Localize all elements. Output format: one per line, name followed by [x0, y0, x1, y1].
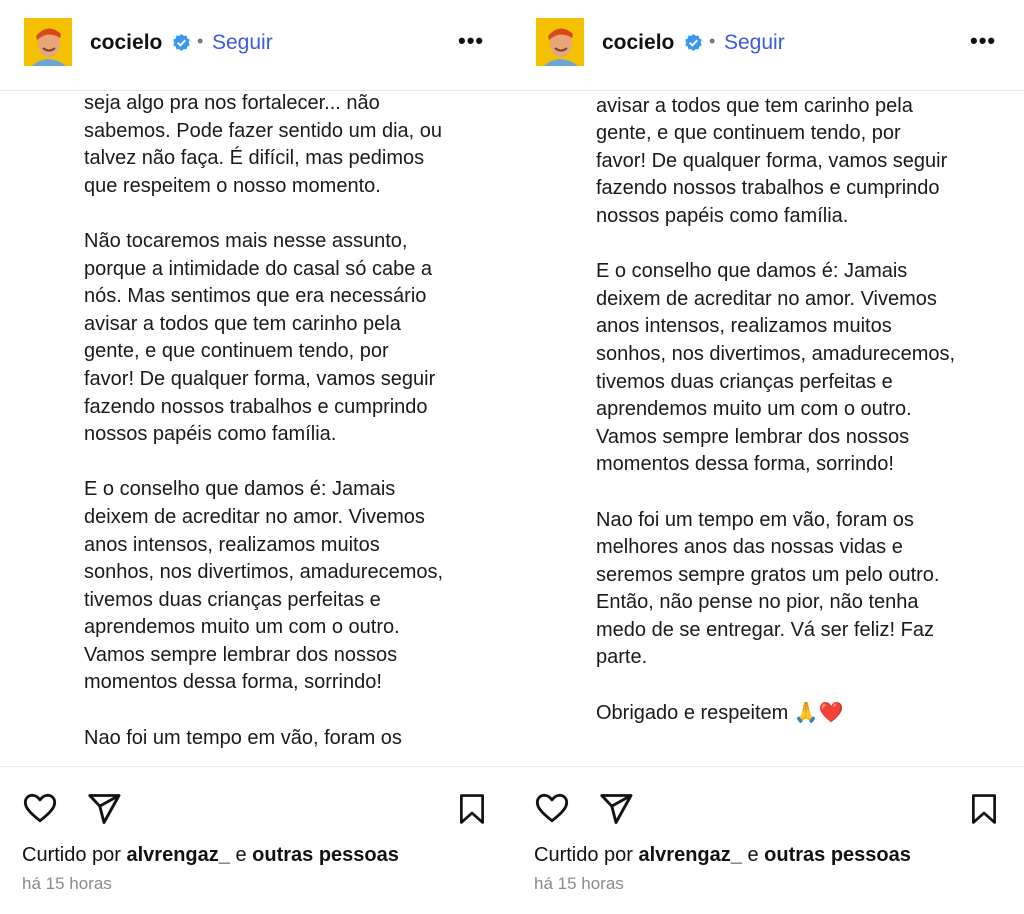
heart-icon[interactable] [22, 790, 58, 826]
more-options-icon[interactable]: ••• [458, 28, 485, 53]
caption-viewport[interactable] [84, 90, 494, 762]
likes-summary[interactable] [534, 844, 911, 867]
caption-paragraph: E o conselho que damos é: Jamais deixem de acreditar no amor. Vivemos anos intensos, realizamos muitos sonhos, nos divertimos, amadurecemos, tivemos duas crianças perfeitas e aprendemos muito um com o outro. Vamos sempre lembrar dos nossos momentos dessa forma, sorrindo! [596, 260, 956, 476]
post-header [0, 0, 512, 91]
caption-paragraph: Não tocaremos mais nesse assunto, porque a intimidade do casal só cabe a nós. Mas sentimos que era necessário avisar a todos que tem carinho pela gente, e que continuem tendo, por favor! De qualquer forma, vamos seguir fazendo nossos trabalhos e cumprindo nossos papéis como família. [84, 229, 436, 446]
follow-button[interactable]: Seguir [724, 31, 785, 54]
verified-badge-icon [172, 33, 191, 52]
more-options-icon[interactable]: ••• [970, 28, 997, 53]
likes-others[interactable]: outras pessoas [764, 844, 911, 866]
follow-button[interactable]: Seguir [212, 31, 273, 54]
caption-paragraph: Nao foi um tempo em vão, foram os [84, 726, 402, 749]
heart-icon[interactable] [534, 790, 570, 826]
likes-conjunction: e [747, 844, 759, 866]
paper-plane-icon[interactable] [86, 791, 122, 827]
post-timestamp: há 15 horas [534, 874, 624, 893]
likes-prefix: Curtido por [534, 844, 633, 866]
avatar[interactable] [536, 18, 584, 66]
caption-paragraph: Obrigado e respeitem 🙏❤️ [596, 701, 844, 724]
post-panel-right [512, 0, 1024, 913]
likes-others[interactable]: outras pessoas [252, 844, 399, 866]
avatar-photo-icon [24, 18, 72, 66]
username[interactable]: cocielo [90, 31, 163, 54]
caption-paragraph: E o conselho que damos é: Jamais deixem de acreditar no amor. Vivemos anos intensos, realizamos muitos sonhos, nos divertimos, amadurecemos, tivemos duas crianças perfeitas e aprendemos muito um com o outro. Vamos sempre lembrar dos nossos momentos dessa forma, sorrindo! [84, 478, 444, 694]
caption-paragraph: seja algo pra nos fortalecer... não sabemos. Pode fazer sentido um dia, ou talvez não faça. É difícil, mas pedimos que respeitem o nosso momento. [84, 92, 442, 197]
verified-badge-icon [684, 33, 703, 52]
avatar[interactable] [24, 18, 72, 66]
separator-dot: • [709, 31, 716, 51]
caption-paragraph: Nao foi um tempo em vão, foram os melhores anos das nossas vidas e seremos sempre gratos um pelo outro. Então, não pense no pior, não tenha medo de se entregar. Vá ser feliz! Faz parte. [596, 508, 940, 669]
paper-plane-icon[interactable] [598, 791, 634, 827]
post-panel-left [0, 0, 512, 913]
username[interactable]: cocielo [602, 31, 675, 54]
separator-dot: • [197, 31, 204, 51]
bookmark-icon[interactable] [455, 791, 489, 827]
post-actions [0, 766, 512, 914]
post-actions [512, 766, 1024, 914]
liker-username[interactable]: alvrengaz_ [126, 844, 230, 866]
post-header [512, 0, 1024, 91]
avatar-photo-icon [536, 18, 584, 66]
bookmark-icon[interactable] [967, 791, 1001, 827]
caption-text [596, 65, 1006, 755]
caption-text [84, 90, 494, 780]
caption-paragraph: avisar a todos que tem carinho pela gente, e que continuem tendo, por favor! De qualquer forma, vamos seguir fazendo nossos trabalhos e cumprindo nossos papéis como família. [596, 94, 948, 227]
likes-conjunction: e [235, 844, 247, 866]
likes-prefix: Curtido por [22, 844, 121, 866]
likes-summary[interactable] [22, 844, 399, 867]
liker-username[interactable]: alvrengaz_ [638, 844, 742, 866]
post-timestamp: há 15 horas [22, 874, 112, 893]
caption-viewport[interactable] [596, 90, 1006, 762]
